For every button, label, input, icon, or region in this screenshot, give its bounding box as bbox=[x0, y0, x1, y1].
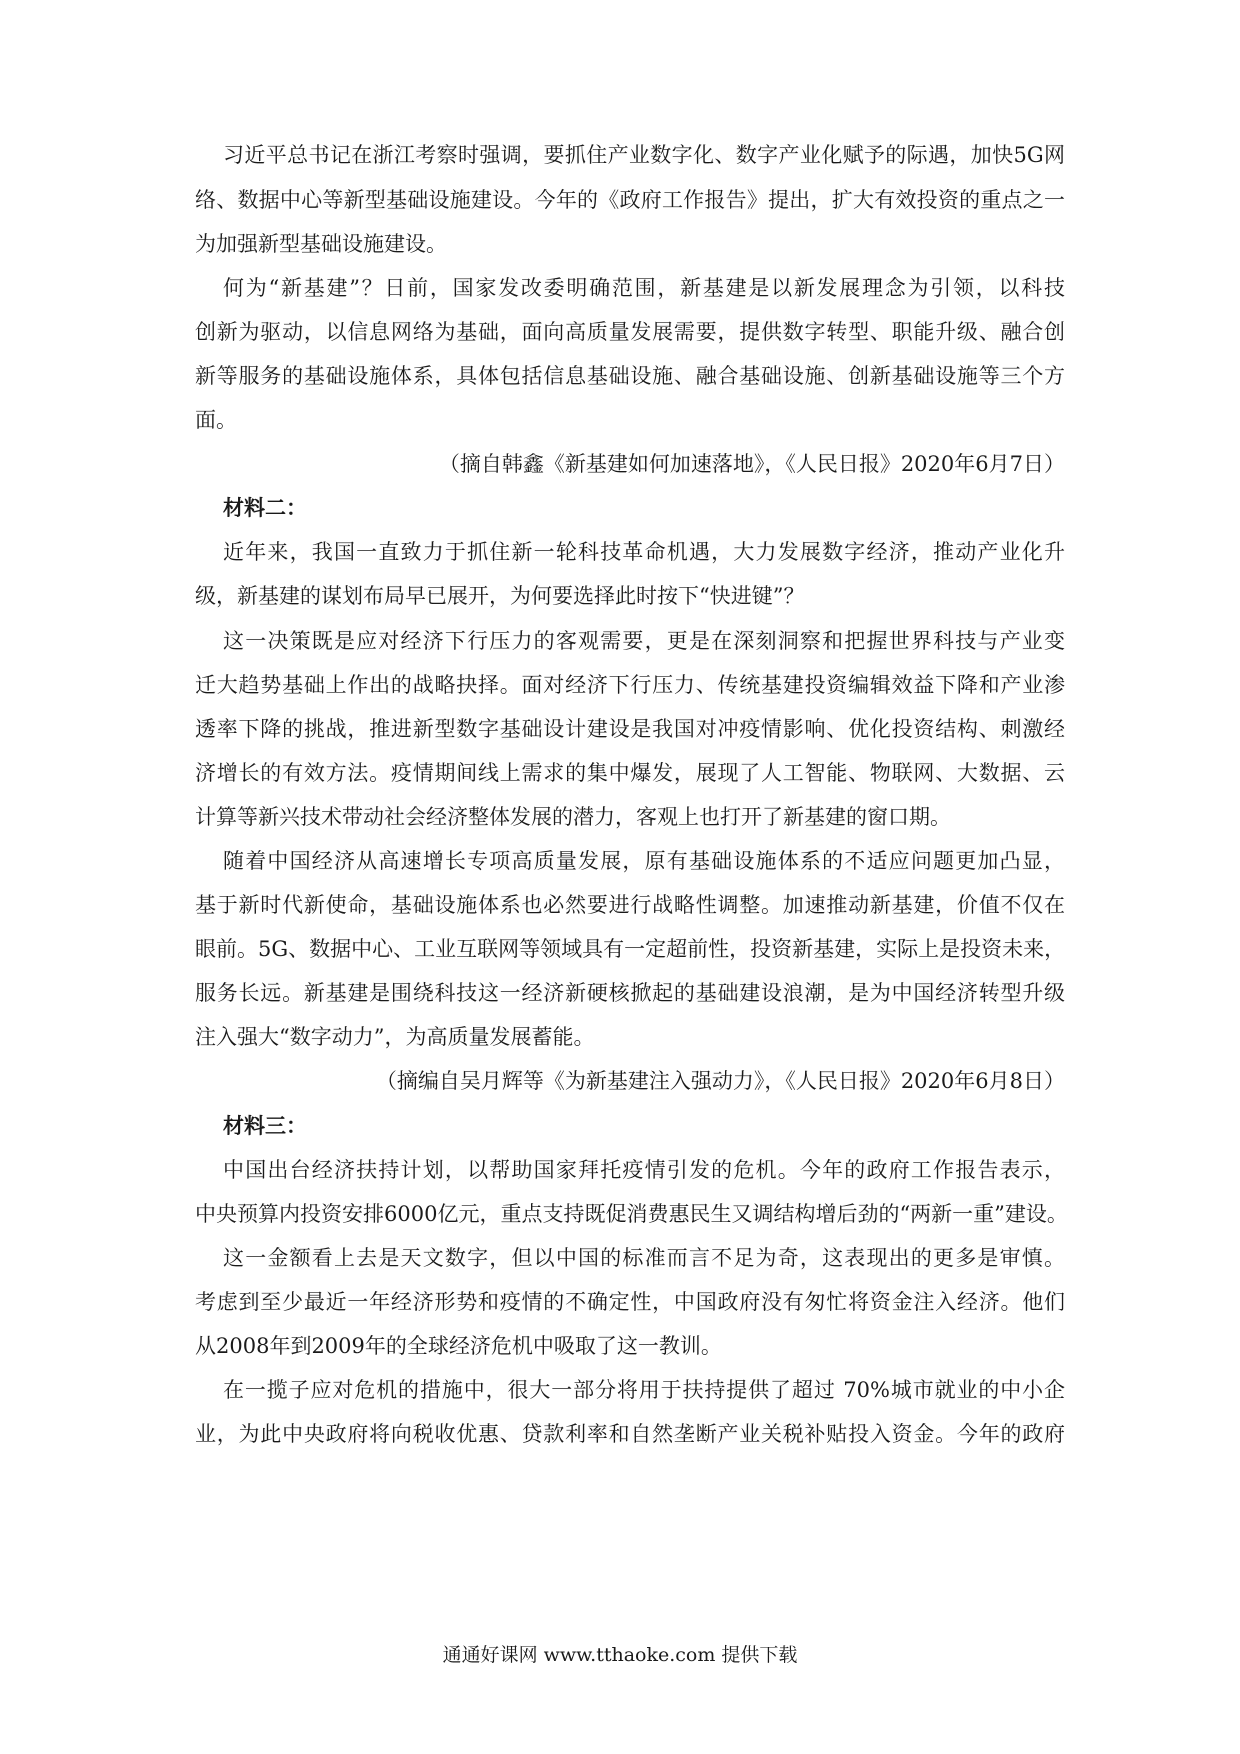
paragraph-line: 为加强新型基础设施建设。 bbox=[195, 232, 447, 256]
paragraph-line: 从2008年到2009年的全球经济危机中吸取了这一教训。 bbox=[195, 1334, 722, 1358]
paragraph-line: 透率下降的挑战，推进新型数字基础设计建设是我国对冲疫情影响、优化投资结构、刺激经 bbox=[195, 717, 1065, 741]
page-footer: 通通好课网 www.tthaoke.com 提供下载 bbox=[442, 1644, 798, 1666]
paragraph-line: 眼前。5G、数据中心、工业互联网等领域具有一定超前性，投资新基建，实际上是投资未来， bbox=[195, 937, 1066, 961]
paragraph-line: 基于新时代新使命，基础设施体系也必然要进行战略性调整。加速推动新基建，价值不仅在 bbox=[195, 893, 1065, 917]
paragraph-line: 新等服务的基础设施体系，具体包括信息基础设施、融合基础设施、创新基础设施等三个方 bbox=[195, 364, 1065, 388]
paragraph-line: 在一揽子应对危机的措施中，很大一部分将用于扶持提供了超过 70%城市就业的中小企 bbox=[223, 1378, 1065, 1402]
section-heading: 材料三： bbox=[223, 1113, 307, 1138]
paragraph-line: 业，为此中央政府将向税收优惠、贷款利率和自然垄断产业关税补贴投入资金。今年的政府 bbox=[195, 1422, 1065, 1446]
source-citation: （摘编自吴月辉等《为新基建注入强动力》，《人民日报》2020年6月8日） bbox=[375, 1069, 1065, 1093]
paragraph-line: 这一金额看上去是天文数字，但以中国的标准而言不足为奇，这表现出的更多是审慎。 bbox=[223, 1246, 1065, 1270]
paragraph-line: 习近平总书记在浙江考察时强调，要抓住产业数字化、数字产业化赋予的际遇，加快5G网 bbox=[223, 143, 1065, 167]
paragraph-line: 济增长的有效方法。疫情期间线上需求的集中爆发，展现了人工智能、物联网、大数据、云 bbox=[195, 761, 1065, 785]
paragraph-line: 中央预算内投资安排6000亿元，重点支持既促消费惠民生又调结构增后劲的“两新一重”建设。 bbox=[195, 1202, 1068, 1226]
paragraph-line: 服务长远。新基建是围绕科技这一经济新硬核掀起的基础建设浪潮，是为中国经济转型升级 bbox=[195, 981, 1065, 1005]
paragraph-line: 络、数据中心等新型基础设施建设。今年的《政府工作报告》提出，扩大有效投资的重点之一 bbox=[195, 188, 1065, 212]
paragraph-line: 计算等新兴技术带动社会经济整体发展的潜力，客观上也打开了新基建的窗口期。 bbox=[195, 805, 951, 829]
paragraph-line: 随着中国经济从高速增长专项高质量发展，原有基础设施体系的不适应问题更加凸显， bbox=[223, 849, 1065, 873]
paragraph-line: 级，新基建的谋划布局早已展开，为何要选择此时按下“快进键”？ bbox=[195, 584, 805, 608]
source-citation: （摘自韩鑫《新基建如何加速落地》，《人民日报》2020年6月7日） bbox=[438, 452, 1065, 476]
paragraph-line: 注入强大“数字动力”，为高质量发展蓄能。 bbox=[195, 1025, 595, 1049]
paragraph-line: 创新为驱动，以信息网络为基础，面向高质量发展需要，提供数字转型、职能升级、融合创 bbox=[195, 320, 1065, 344]
section-heading: 材料二： bbox=[223, 495, 307, 520]
paragraph-line: 这一决策既是应对经济下行压力的客观需要，更是在深刻洞察和把握世界科技与产业变 bbox=[223, 629, 1065, 653]
paragraph-line: 近年来，我国一直致力于抓住新一轮科技革命机遇，大力发展数字经济，推动产业化升 bbox=[223, 540, 1065, 564]
paragraph-line: 中国出台经济扶持计划，以帮助国家拜托疫情引发的危机。今年的政府工作报告表示， bbox=[223, 1158, 1065, 1182]
paragraph-line: 面。 bbox=[195, 408, 237, 432]
paragraph-line: 考虑到至少最近一年经济形势和疫情的不确定性，中国政府没有匆忙将资金注入经济。他们 bbox=[195, 1290, 1065, 1314]
paragraph-line: 迁大趋势基础上作出的战略抉择。面对经济下行压力、传统基建投资编辑效益下降和产业渗 bbox=[195, 673, 1065, 697]
paragraph-line: 何为“新基建”？日前，国家发改委明确范围，新基建是以新发展理念为引领，以科技 bbox=[223, 276, 1065, 300]
